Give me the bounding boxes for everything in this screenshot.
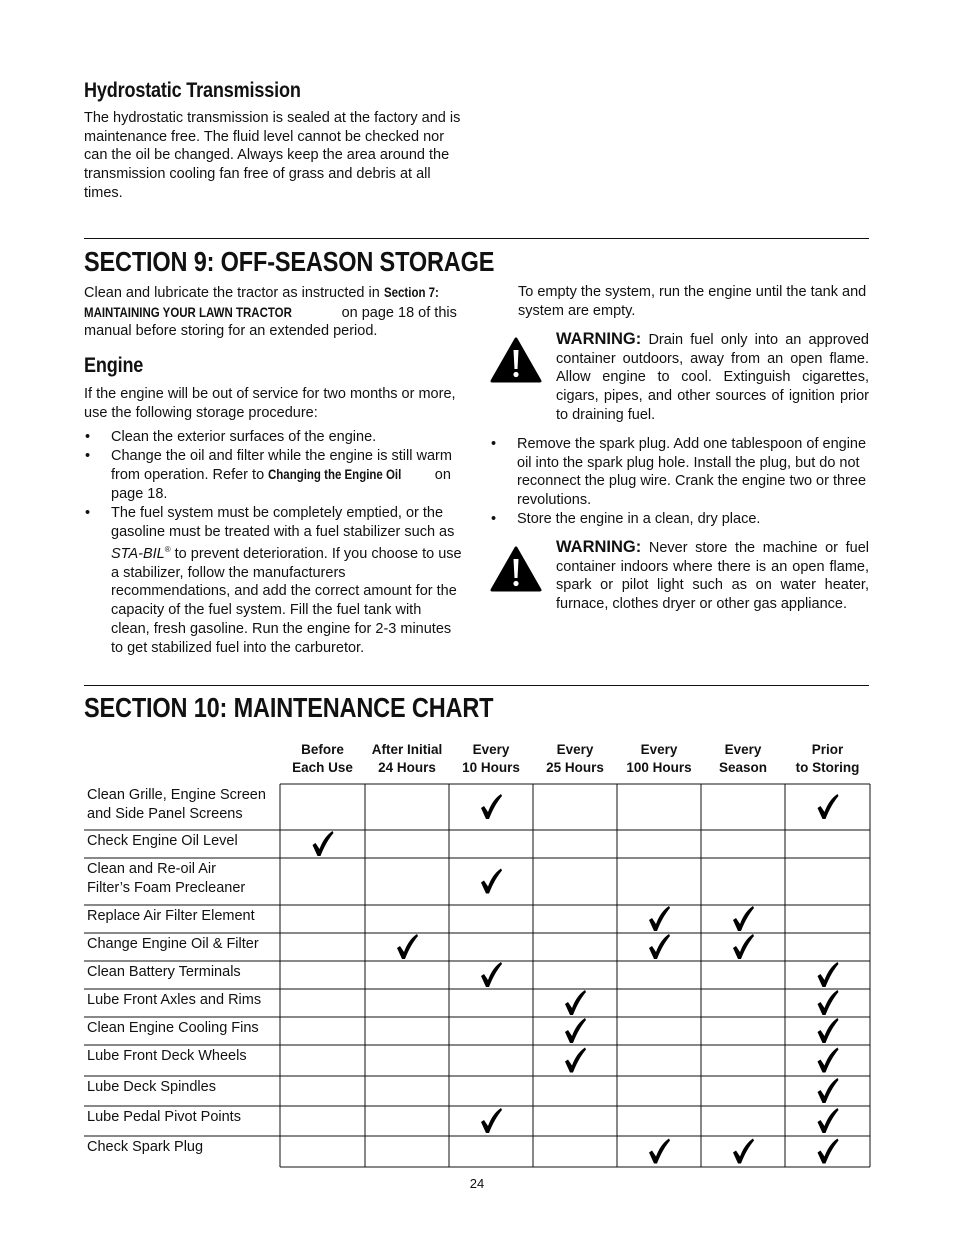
table-row-label: Clean Engine Cooling Fins [87,1020,259,1036]
engine-intro: If the engine will be out of service for two months or more, use the following storage procedure: [84,386,456,421]
checkmark-icon [818,1018,839,1043]
column-header: Every 100 Hours [626,742,692,775]
table-row-label: Clean and Re-oil Air Filter’s Foam Precleaner [87,861,246,896]
changing-oil-reference: Changing the Engine Oil [268,466,402,483]
table-row-label: Clean Grille, Engine Screen and Side Panel Screens [87,787,266,822]
checkmark-icon [649,906,670,931]
warning-1-text: WARNING: Drain fuel only into an approved container outdoors, away from an open flame. Allow engine to cool. Extinguish cigarettes, cigars, pipes, and other sources of ignition prior to draining fuel. [556,330,869,423]
checkmark-icon [818,1048,839,1073]
checkmark-icon [818,990,839,1015]
warning-label: WARNING: [556,538,642,556]
section-9-title: SECTION 9: OFF-SEASON STORAGE [84,246,495,277]
checkmark-icon [481,962,502,987]
checkmark-icon [733,934,754,959]
checkmark-icon [818,1108,839,1133]
list-item: • Clean the exterior surfaces of the engine. [84,428,462,447]
checkmark-icon [565,1048,586,1073]
section-9-intro: Clean and lubricate the tractor as instructed in Section 7: MAINTAINING YOUR LAWN TRACTOR on page 18 of this manual before storing for an extended period. [84,284,457,340]
maintaining-reference: MAINTAINING YOUR LAWN TRACTOR [84,303,292,320]
checkmark-icon [481,794,502,819]
table-row-label: Clean Battery Terminals [87,964,241,980]
checkmark-icon [313,831,334,856]
checkmark-icon [565,1018,586,1043]
column-header: After Initial 24 Hours [371,742,443,775]
checkmark-icon [733,906,754,931]
column-header: Every Season [718,742,768,775]
checkmark-icon [397,934,418,959]
table-row-label: Check Spark Plug [87,1139,204,1155]
table-row-label: Lube Deck Spindles [87,1079,216,1095]
checkmark-icon [818,1139,839,1164]
warning-label: WARNING: [556,330,642,348]
checkmark-icon [818,1078,839,1103]
list-item: • Change the oil and filter while the engine is still warm from operation. Refer to Changing the Engine Oil on page 18. [84,447,462,504]
checkmark-icon [649,1139,670,1164]
checkmark-icon [733,1139,754,1164]
table-row-label: Replace Air Filter Element [87,908,255,924]
table-row-label: Lube Front Deck Wheels [87,1048,247,1064]
list-item: • Remove the spark plug. Add one tablespoon of engine oil into the spark plug hole. Install the plug, but do not reconnect the plug wire. Crank the engine two or three revolutions. [490,435,868,510]
list-item: • The fuel system must be completely emptied, or the gasoline must be treated with a fuel stabilizer such as STA-BIL® to prevent deterioration. If you choose to use a stabilizer, follow the manufacturers recommendations, and add the correct amount for the capacity of the fuel system. Fill the fuel tank with clean, fresh gasoline. Run the engine for 2-3 minutes to get stabilized fuel into the carburetor. [84,504,462,657]
table-row-label: Lube Front Axles and Rims [87,992,262,1008]
column-header: Prior to Storing [795,742,860,775]
table-row-label: Change Engine Oil & Filter [87,936,259,952]
column-header: Every 10 Hours [462,742,520,775]
checkmark-icon [565,990,586,1015]
checkmark-icon [818,794,839,819]
table-row-label: Lube Pedal Pivot Points [87,1109,241,1125]
section-7-reference: Section 7: [383,284,439,300]
table-row-label: Check Engine Oil Level [87,833,238,849]
column-header: Every 25 Hours [546,742,604,775]
hydrostatic-transmission-body: The hydrostatic transmission is sealed at the factory and is maintenance free. The fluid level cannot be checked nor can the oil be changed. Always keep the area around the transmission cooling fan free of grass and debris at all times. [84,110,461,201]
checkmark-icon [649,934,670,959]
page-number: 24 [469,1176,485,1191]
empty-system-text: To empty the system, run the engine until the tank and system are empty. [518,284,867,319]
list-item: • Store the engine in a clean, dry place. [490,510,868,529]
column-header: Before Each Use [292,742,353,775]
engine-heading: Engine [84,354,144,377]
checkmark-icon [481,1108,502,1133]
warning-2-text: WARNING: Never store the machine or fuel container indoors where there is an open flame, spark or pilot light such as on water heater, furnace, clothes dryer or other gas appliance. [556,538,869,613]
section-10-title: SECTION 10: MAINTENANCE CHART [84,692,494,723]
checkmark-icon [481,869,502,894]
checkmark-icon [818,962,839,987]
hydrostatic-transmission-heading: Hydrostatic Transmission [84,79,301,102]
